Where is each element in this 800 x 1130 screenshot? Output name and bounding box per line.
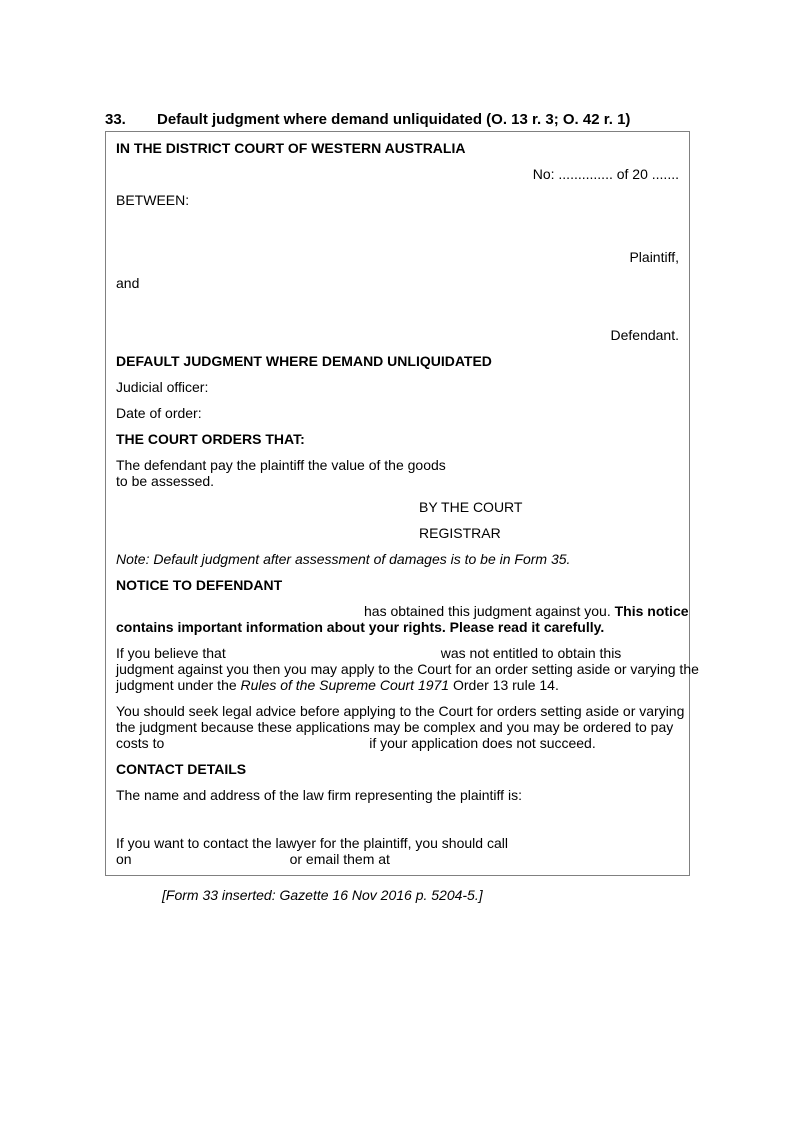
orders-heading: THE COURT ORDERS THAT: (116, 431, 305, 447)
judicial-officer-label: Judicial officer: (116, 379, 209, 395)
notice-p3-line-1: You should seek legal advice before applying to the Court for orders setting aside or varying (116, 703, 685, 719)
contact-p2-line-2 (116, 851, 679, 867)
contact-paragraph-2 (116, 835, 679, 867)
notice-p1-line-2 (116, 619, 679, 635)
defendant-label: Defendant. (610, 327, 679, 343)
form-heading (105, 112, 800, 128)
notice-p2-line-1 (116, 645, 679, 661)
law-firm-address-space (116, 813, 679, 835)
notice-p2-text-d: Order 13 rule 14. (449, 677, 559, 693)
order-line-1: The defendant pay the plaintiff the value of the goods (116, 457, 446, 473)
contact-line: The name and address of the law firm representing the plaintiff is: (116, 787, 522, 803)
contact-p2-text-b: or email them at (289, 851, 390, 867)
notice-paragraph-2 (116, 645, 699, 693)
notice-p2-text-b: was not entitled to obtain this (440, 645, 622, 661)
registrar-label: REGISTRAR (419, 525, 501, 541)
form-note: Note: Default judgment after assessment of damages is to be in Form 35. (116, 551, 571, 567)
case-number-line: No: .............. of 20 ....... (532, 166, 679, 182)
gazette-citation: [Form 33 inserted: Gazette 16 Nov 2016 p. 5204-5.] (162, 887, 483, 903)
notice-paragraph-3 (116, 703, 685, 751)
plaintiff-label: Plaintiff, (629, 249, 679, 265)
notice-p1-line-1 (116, 603, 689, 619)
notice-p1-text: has obtained this judgment against you. (364, 603, 615, 619)
notice-p2-text-a: If you believe that (116, 645, 226, 661)
notice-p3-line-3 (116, 735, 679, 751)
defendant-name-space (116, 301, 679, 327)
contact-p2-line-1: If you want to contact the lawyer for the plaintiff, you should call (116, 835, 508, 851)
rules-citation: Rules of the Supreme Court 1971 (240, 677, 450, 693)
and-label: and (116, 275, 140, 291)
date-of-order-label: Date of order: (116, 405, 202, 421)
court-title: IN THE DISTRICT COURT OF WESTERN AUSTRALIA (116, 140, 466, 156)
contact-heading: CONTACT DETAILS (116, 761, 247, 777)
plaintiff-name-blank (116, 615, 364, 616)
notice-p3-text-b: if your application does not succeed. (369, 735, 596, 751)
notice-p3-line-2: the judgment because these applications may be complex and you may be ordered to pay (116, 719, 674, 735)
notice-p3-text-a: costs to (116, 735, 165, 751)
between-label: BETWEEN: (116, 192, 190, 208)
plaintiff-name-space (116, 218, 679, 249)
form-box (105, 131, 699, 876)
contact-p2-text-a: on (116, 851, 132, 867)
form-title: Default judgment where demand unliquidated (O. 13 r. 3; O. 42 r. 1) (157, 111, 631, 128)
notice-p1-bold-start: This notice (614, 603, 689, 619)
costs-name-blank (164, 747, 369, 748)
order-text (116, 457, 679, 489)
notice-heading: NOTICE TO DEFENDANT (116, 577, 283, 593)
notice-p1-bold-rest: contains important information about your rights. Please read it carefully. (116, 619, 605, 635)
judgment-heading: DEFAULT JUDGMENT WHERE DEMAND UNLIQUIDATED (116, 353, 492, 369)
phone-number-blank (132, 863, 290, 864)
by-the-court-label: BY THE COURT (419, 499, 523, 515)
notice-p2-text-c: judgment under the (116, 677, 241, 693)
notice-p2-line-3 (116, 677, 679, 693)
notice-p2-line-2: judgment against you then you may apply to the Court for an order setting aside or varying the (116, 661, 699, 677)
order-line-2: to be assessed. (116, 473, 215, 489)
notice-paragraph-1 (116, 603, 689, 635)
plaintiff-name-blank-2 (226, 657, 441, 658)
form-number: 33. (105, 111, 126, 128)
